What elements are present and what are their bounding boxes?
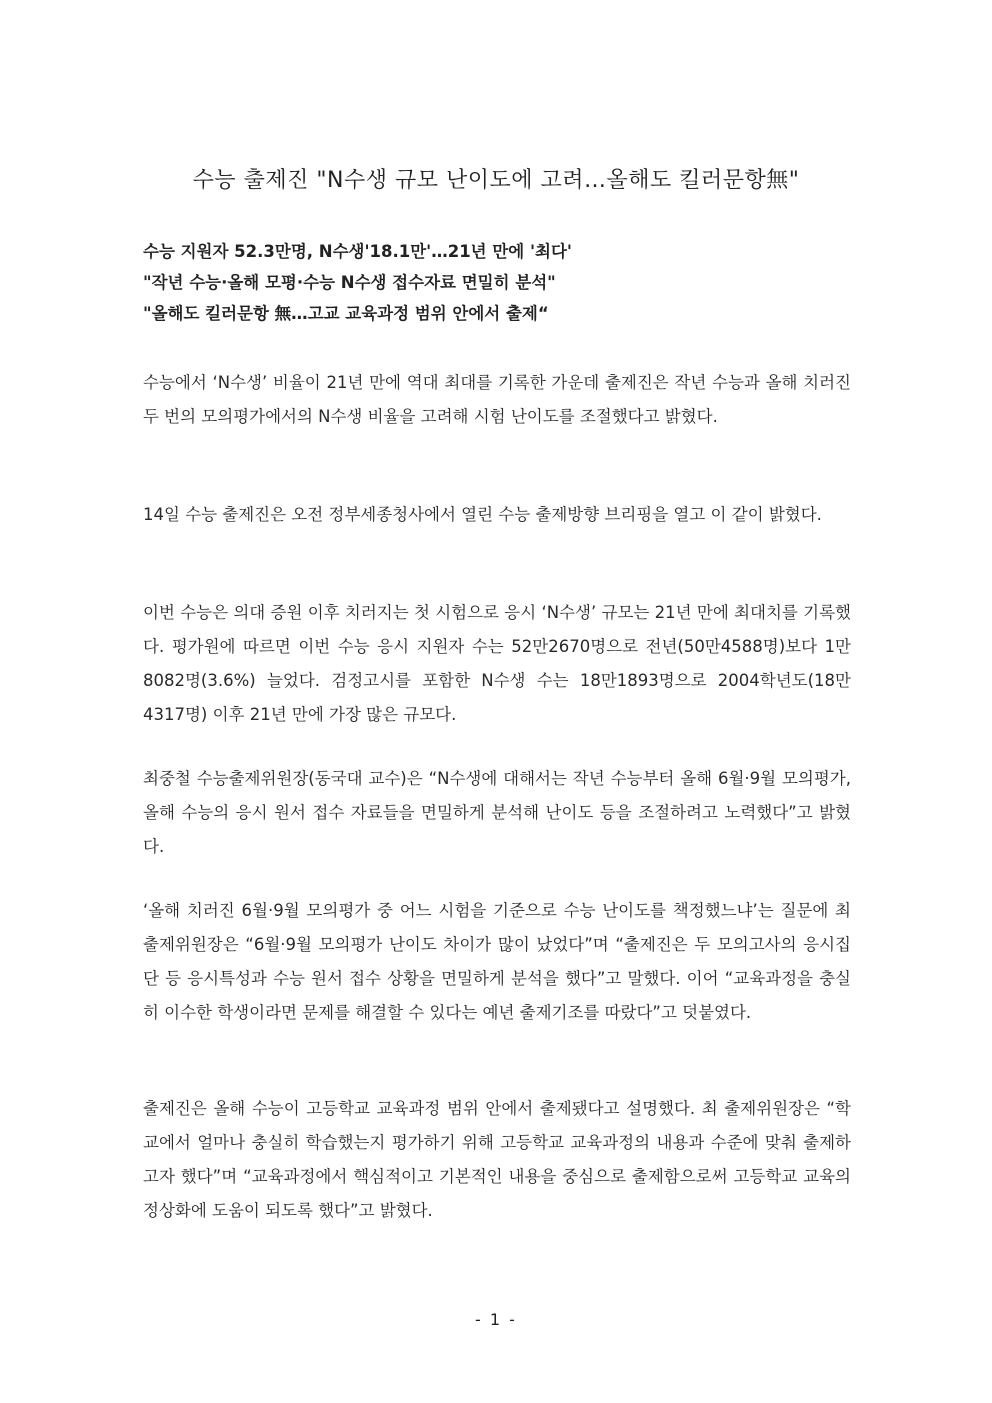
subhead: "올해도 킬러문항 無…고교 교육과정 범위 안에서 출제“ [143,304,549,323]
body-paragraph: 출제진은 올해 수능이 고등학교 교육과정 범위 안에서 출제됐다고 설명했다. 최 출제위원장은 “학교에서 얼마나 충실히 학습했는지 평가하기 위해 고등학교 교육과정의 내용과 수준에 맞춰 출제하고자 했다”며 “교육과정에서 핵심적이고 기본적인 내용을 중심으로 출제함으로써 고등학교 교육의 정상화에 도움이 되도록 했다”고 밝혔다. [143,1099,851,1220]
subhead: 수능 지원자 52.3만명, N수생'18.1만'…21년 만에 '최다' [143,242,572,261]
article-title: 수능 출제진 "N수생 규모 난이도에 고려…올해도 킬러문항無" [192,168,800,193]
article-subheads [143,236,863,329]
body-paragraph: 14일 수능 출제진은 오전 정부세종청사에서 열린 수능 출제방향 브리핑을 열고 이 같이 밝혔다. [143,505,822,524]
subhead: "작년 수능·올해 모평·수능 N수생 접수자료 면밀히 분석" [143,273,556,292]
body-paragraph: 최중철 수능출제위원장(동국대 교수)은 “N수생에 대해서는 작년 수능부터 올해 6월·9월 모의평가, 올해 수능의 응시 원서 접수 자료들을 면밀하게 분석해 난이도 등을 조절하려고 노력했다”고 밝혔다. [143,769,851,856]
page-number: - 1 - [475,1310,517,1329]
body-paragraph: 수능에서 ‘N수생’ 비율이 21년 만에 역대 최대를 기록한 가운데 출제진은 작년 수능과 올해 치러진 두 번의 모의평가에서의 N수생 비율을 고려해 시험 난이도를 조절했다고 밝혔다. [143,373,851,426]
body-paragraph: ‘올해 치러진 6월·9월 모의평가 중 어느 시험을 기준으로 수능 난이도를 책정했느냐’는 질문에 최 출제위원장은 “6월·9월 모의평가 난이도 차이가 많이 났었다”며 “출제진은 두 모의고사의 응시집단 등 응시특성과 수능 원서 접수 상황을 면밀하게 분석을 했다”고 말했다. 이어 “교육과정을 충실히 이수한 학생이라면 문제를 해결할 수 있다는 예년 출제기조를 따랐다”고 덧붙였다. [143,901,851,1022]
body-paragraph: 이번 수능은 의대 증원 이후 치러지는 첫 시험으로 응시 ‘N수생’ 규모는 21년 만에 최대치를 기록했다. 평가원에 따르면 이번 수능 응시 지원자 수는 52만2670명으로 전년(50만4588명)보다 1만8082명(3.6%) 늘었다. 검정고시를 포함한 N수생 수는 18만1893명으로 2004학년도(18만4317명) 이후 21년 만에 가장 많은 규모다. [143,603,851,724]
